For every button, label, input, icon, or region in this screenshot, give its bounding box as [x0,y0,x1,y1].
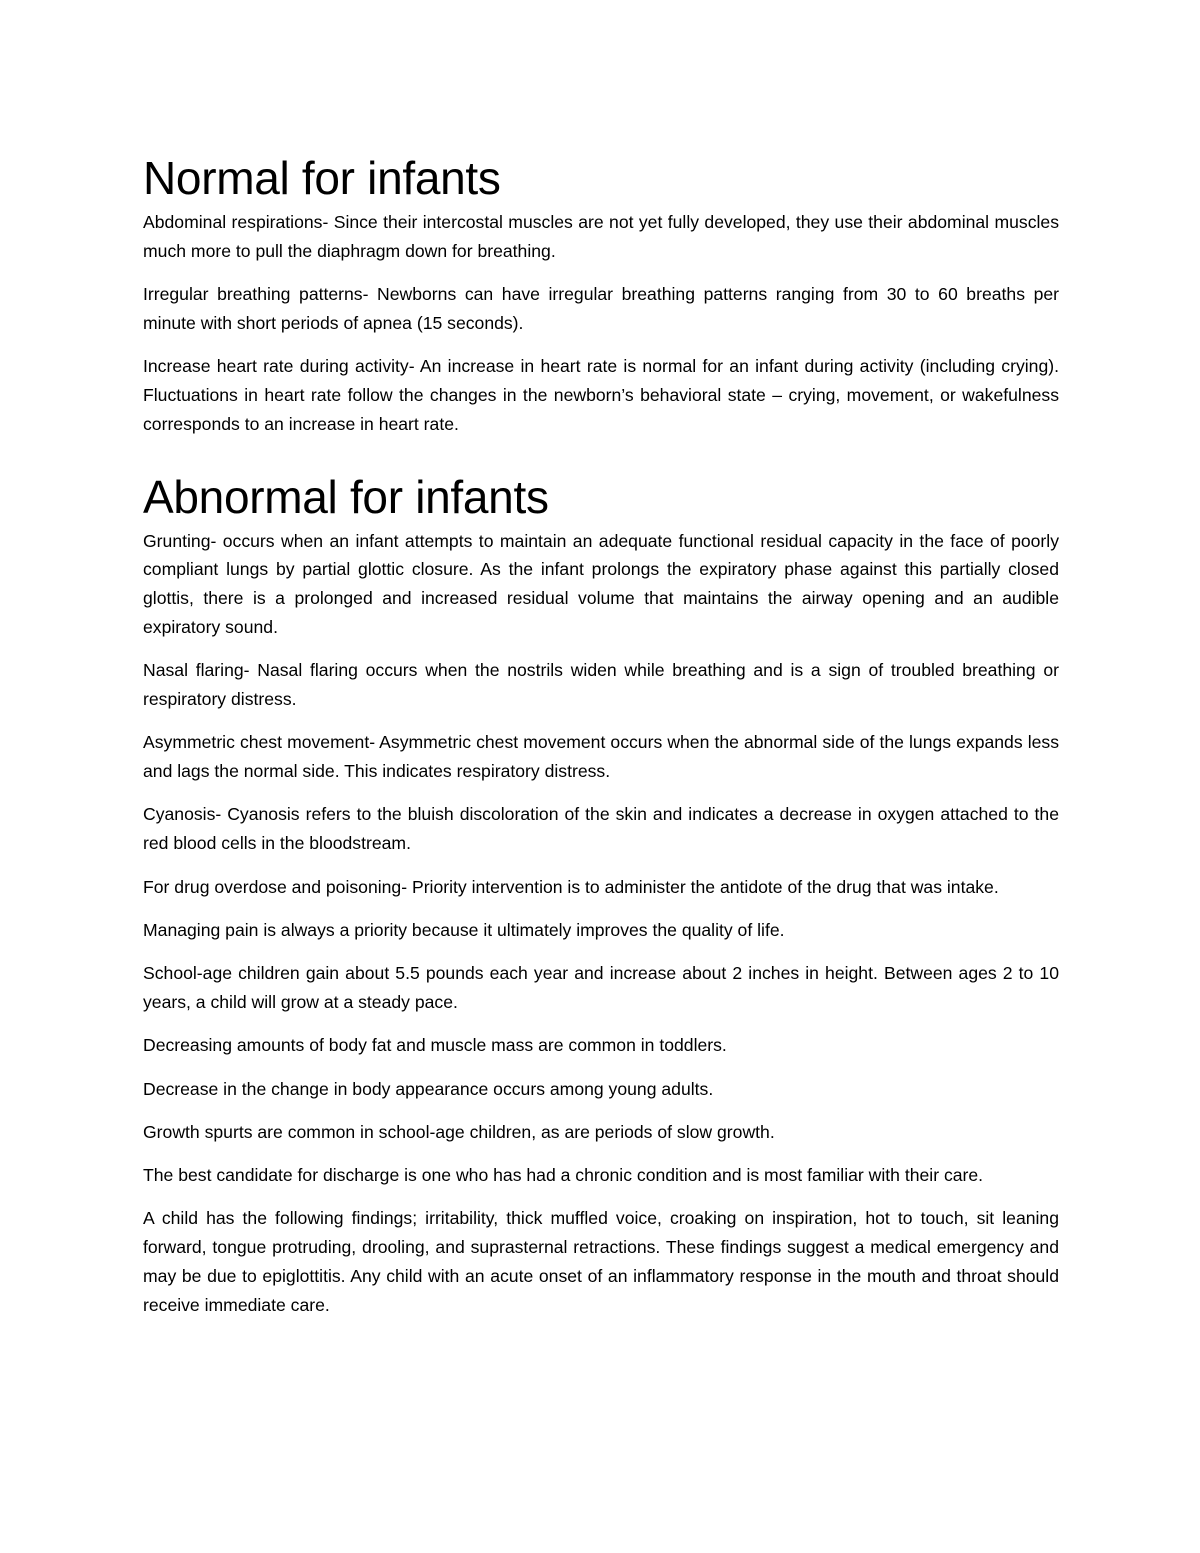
paragraph-cyanosis: Cyanosis- Cyanosis refers to the bluish discoloration of the skin and indicates a decrease in oxygen attached to the red blood cells in the bloodstream. [143,804,1059,854]
paragraph-growth-spurts: Growth spurts are common in school-age children, as are periods of slow growth. [143,1121,775,1142]
paragraph-abdominal-respirations: Abdominal respirations- Since their intercostal muscles are not yet fully developed, they use their abdominal muscles much more to pull the diaphragm down for breathing. [143,212,1059,261]
section-normal-for-infants [143,150,1059,439]
paragraph-discharge-candidate: The best candidate for discharge is one who has had a chronic condition and is most familiar with their care. [143,1165,984,1186]
paragraph-young-adults: Decrease in the change in body appearance occurs among young adults. [143,1078,714,1099]
paragraph-increase-heart-rate: Increase heart rate during activity- An increase in heart rate is normal for an infant during activity (including crying). Fluctuations in heart rate follow the changes in the newborn’s behavioral state – crying, movement, or wakefulness corresponds to an increase in heart rate. [143,356,1059,434]
paragraph-asymmetric-chest: Asymmetric chest movement- Asymmetric chest movement occurs when the abnormal side of the lungs expands less and lags the normal side. This indicates respiratory distress. [143,732,1059,782]
paragraph-epiglottitis: A child has the following findings; irritability, thick muffled voice, croaking on inspiration, hot to touch, sit leaning forward, tongue protruding, drooling, and suprasternal retractions. These findings suggest a medical emergency and may be due to epiglottitis. Any child with an acute onset of an inflammatory response in the mouth and throat should receive immediate care. [143,1208,1059,1315]
paragraph-drug-overdose: For drug overdose and poisoning- Priority intervention is to administer the antidote of the drug that was intake. [143,876,999,897]
document-body [143,150,1059,1334]
paragraph-school-age-growth: School-age children gain about 5.5 pounds each year and increase about 2 inches in height. Between ages 2 to 10 years, a child will grow at a steady pace. [143,963,1059,1012]
section-abnormal-for-infants [143,469,1059,1320]
heading-abnormal-for-infants: Abnormal for infants [143,470,549,523]
paragraph-grunting: Grunting- occurs when an infant attempts to maintain an adequate functional residual capacity in the face of poorly compliant lungs by partial glottic closure. As the infant prolongs the expiratory phase against this partially closed glottis, there is a prolonged and increased residual volume that maintains the airway opening and an audible expiratory sound. [143,530,1059,637]
paragraph-irregular-breathing: Irregular breathing patterns- Newborns can have irregular breathing patterns ranging from 30 to 60 breaths per minute with short periods of apnea (15 seconds). [143,284,1059,333]
heading-normal-for-infants: Normal for infants [143,152,501,204]
paragraph-managing-pain: Managing pain is always a priority because it ultimately improves the quality of life. [143,919,785,940]
paragraph-toddlers-body-fat: Decreasing amounts of body fat and muscle mass are common in toddlers. [143,1035,727,1056]
paragraph-nasal-flaring: Nasal flaring- Nasal flaring occurs when the nostrils widen while breathing and is a sign of troubled breathing or respiratory distress. [143,660,1059,710]
